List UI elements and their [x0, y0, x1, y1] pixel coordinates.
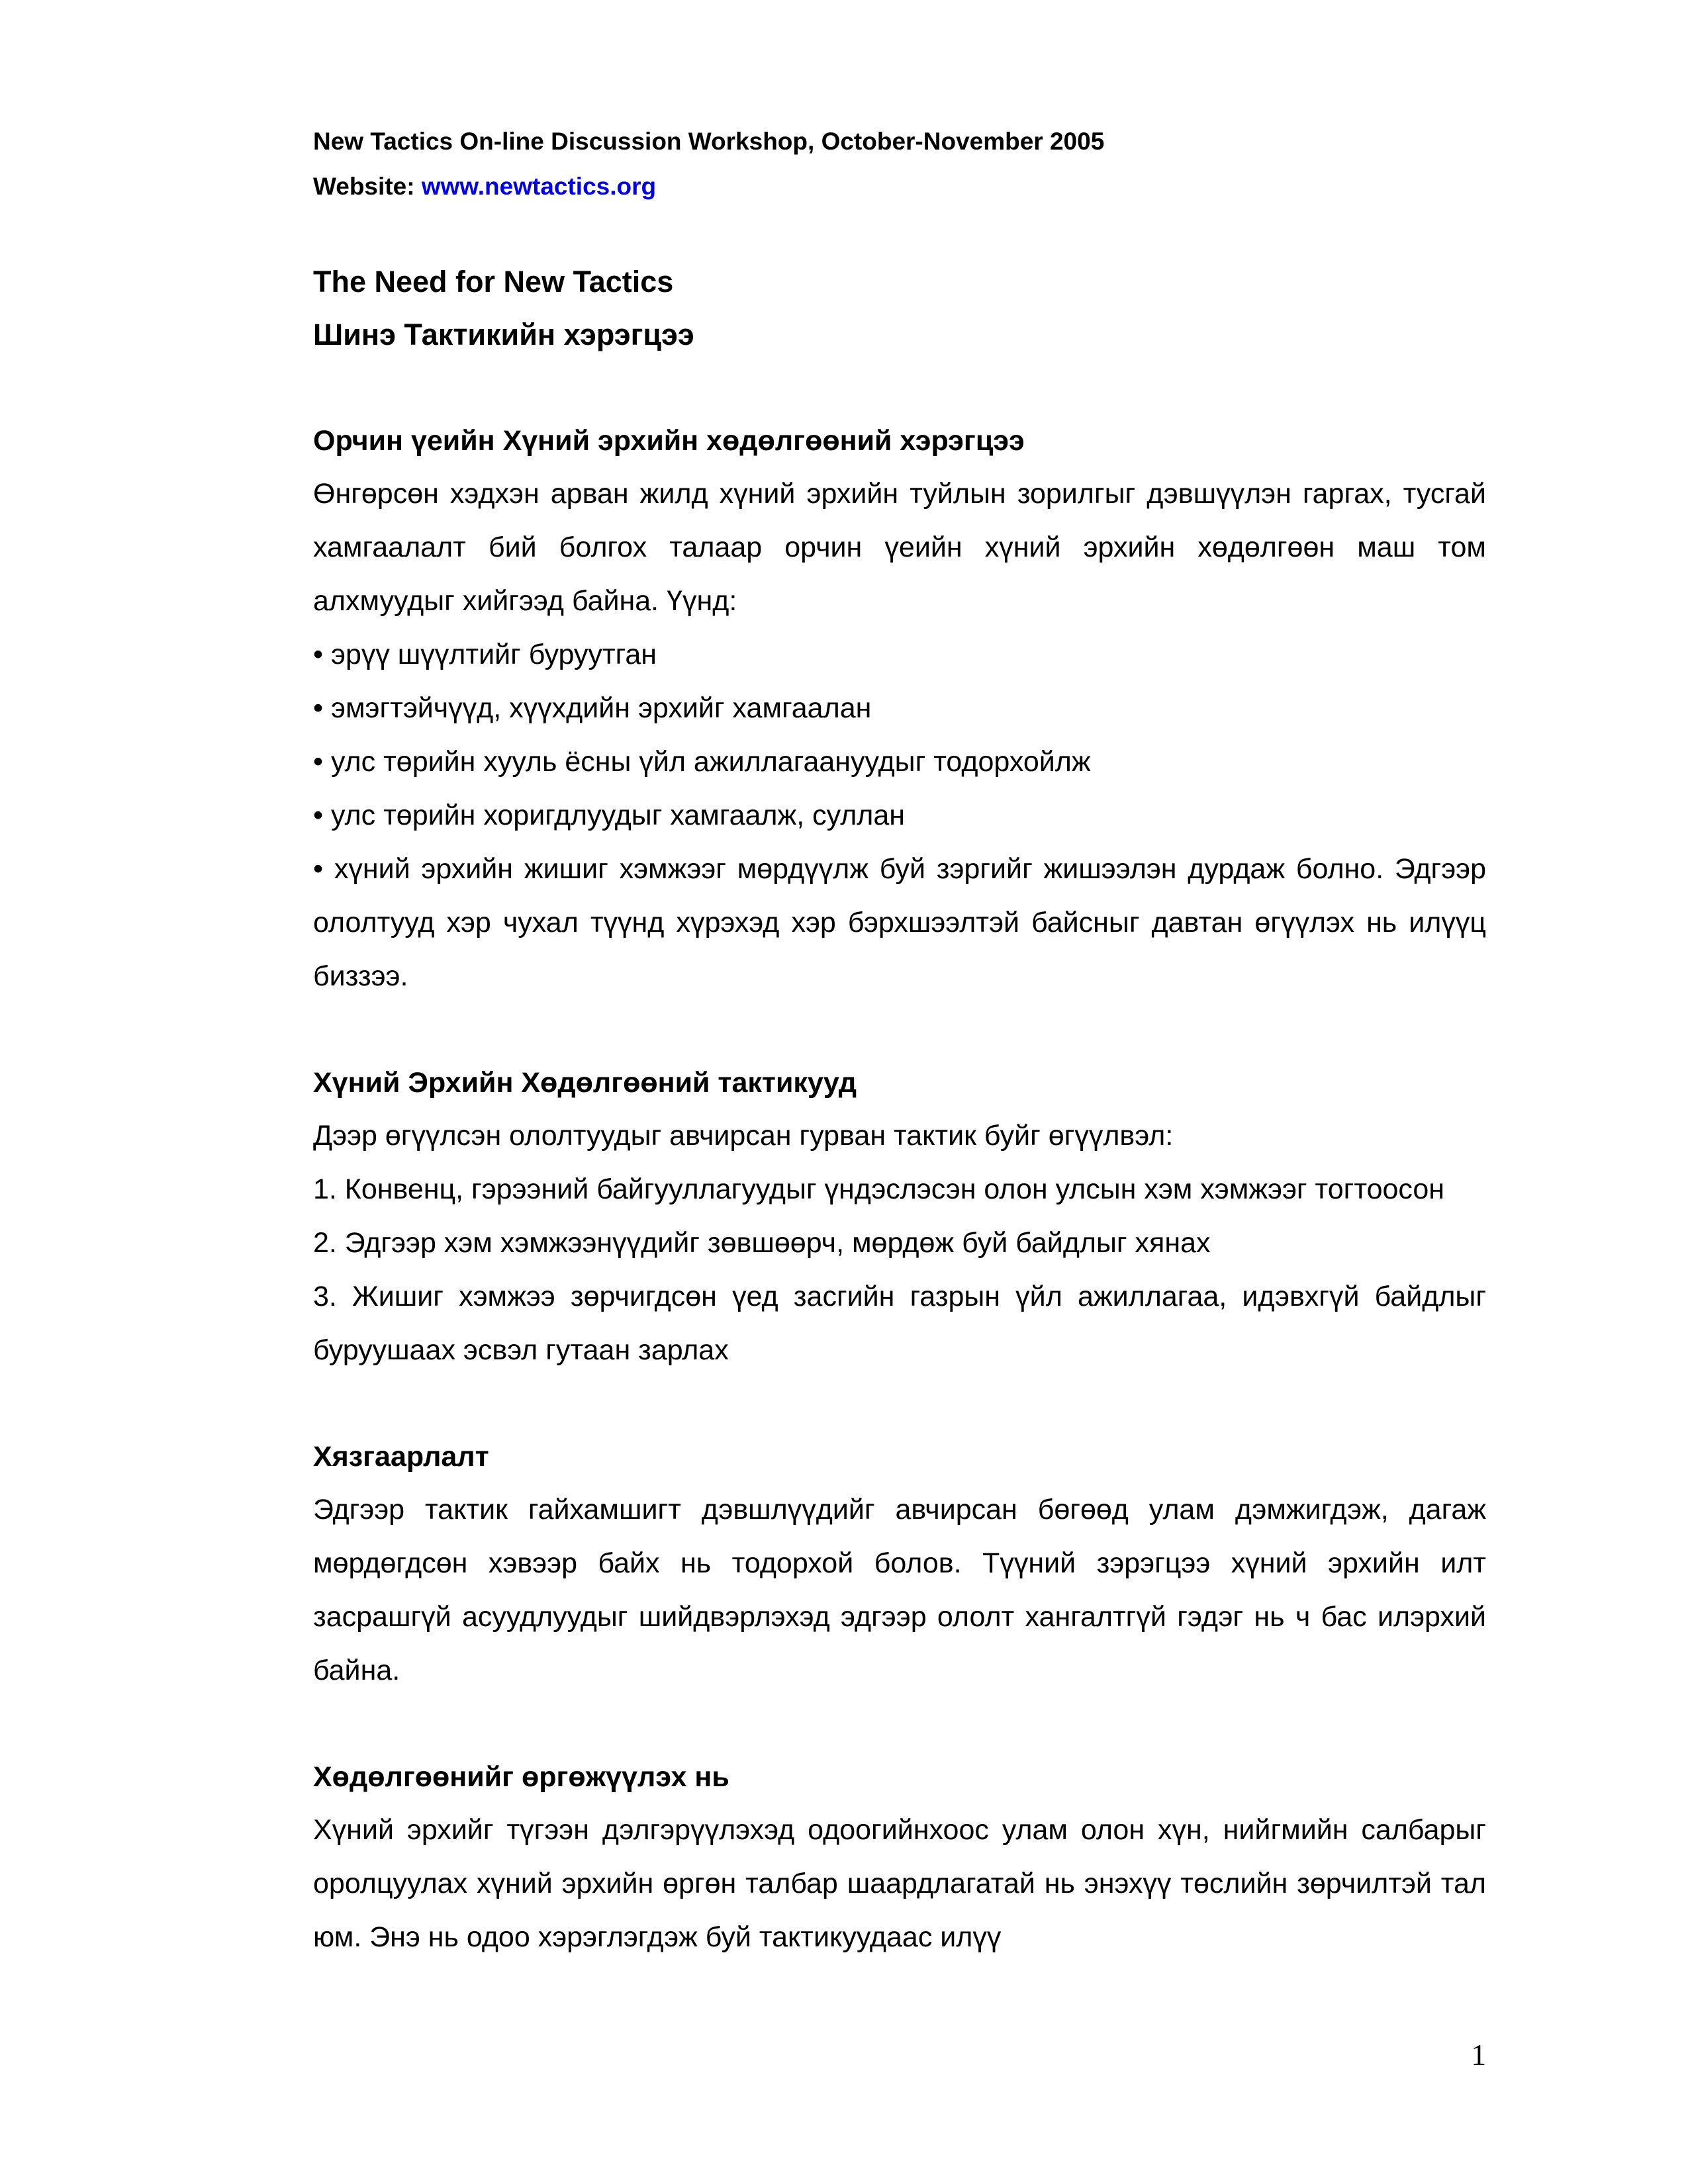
list-item: 2. Эдгээр хэм хэмжээнүүдийг зөвшөөрч, мөрдөж буй байдлыг хянах — [313, 1227, 1211, 1259]
list-item: 1. Конвенц, гэрээний байгууллагуудыг үндэслэсэн олон улсын хэм хэмжээг тогтоосон — [313, 1173, 1445, 1205]
section-expanding-movement — [313, 1751, 1486, 1964]
section-modern-movement — [313, 414, 1486, 1003]
document-title-mongolian: Шинэ Тактикийн хэрэгцээ — [313, 318, 694, 351]
list-item: • улс төрийн хууль ёсны үйл ажиллагаануудыг тодорхойлж — [313, 746, 1091, 778]
website-link[interactable]: www.newtactics.org — [421, 173, 657, 200]
section-heading: Хүний Эрхийн Хөдөлгөөний тактикууд — [313, 1067, 857, 1099]
section-tactics — [313, 1056, 1486, 1377]
section-limitations — [313, 1430, 1486, 1698]
section-heading: Хязгаарлалт — [313, 1441, 489, 1473]
section-paragraph: Дээр өгүүлсэн ололтуудыг авчирсан гурван тактик буйг өгүүлвэл: — [313, 1120, 1174, 1152]
page-number: 1 — [1471, 2038, 1486, 2071]
list-item: • хүний эрхийн жишиг хэмжээг мөрдүүлж буй зэргийг жишээлэн дурдаж болно. Эдгээр ололтууд хэр чухал түүнд хүрэхэд хэр бэрхшээлтэй байсныг давтан өгүүлэх нь илүүц биззээ. — [313, 853, 1486, 992]
website-label: Website: — [313, 173, 422, 200]
section-heading: Хөдөлгөөнийг өргөжүүлэх нь — [313, 1761, 729, 1793]
section-paragraph: Эдгээр тактик гайхамшигт дэвшлүүдийг авчирсан бөгөөд улам дэмжигдэж, дагаж мөрдөгдсөн хэвээр байх нь тодорхой болов. Түүний зэрэгцээ хүний эрхийн илт засрашгүй асуудлуудыг шийдвэрлэхэд эдгээр ололт хангалтгүй гэдэг нь ч бас илэрхий байна. — [313, 1494, 1486, 1686]
page-content — [313, 119, 1486, 1964]
title-block — [313, 255, 1486, 361]
list-item: • эрүү шүүлтийг буруутган — [313, 639, 657, 670]
workshop-header: New Tactics On-line Discussion Workshop, October-November 2005 — [313, 128, 1105, 155]
website-line — [313, 164, 1486, 209]
list-item: • улс төрийн хоригдлуудыг хамгаалж, суллан — [313, 799, 906, 831]
section-heading: Орчин үеийн Хүний эрхийн хөдөлгөөний хэрэгцээ — [313, 425, 1025, 457]
section-paragraph: Хүний эрхийг түгээн дэлгэрүүлэхэд одоогийнхоос улам олон хүн, нийгмийн салбарыг оролцуулах хүний эрхийн өргөн талбар шаардлагатай нь энэхүү төслийн зөрчилтэй тал юм. Энэ нь одоо хэрэглэгдэж буй тактикуудаас илүү — [313, 1814, 1486, 1953]
list-item: 3. Жишиг хэмжээ зөрчигдсөн үед засгийн газрын үйл ажиллагаа, идэвхгүй байдлыг буруушаах эсвэл гутаан зарлах — [313, 1281, 1486, 1366]
tactics-list — [313, 1163, 1486, 1377]
document-title-english: The Need for New Tactics — [313, 265, 674, 298]
list-item: • эмэгтэйчүүд, хүүхдийн эрхийг хамгаалан — [313, 692, 872, 724]
achievement-list — [313, 628, 1486, 1003]
section-paragraph: Өнгөрсөн хэдхэн арван жилд хүний эрхийн туйлын зорилгыг дэвшүүлэн гаргах, тусгай хамгаалалт бий болгох талаар орчин үеийн хүний эрхийн хөдөлгөөн маш том алхмуудыг хийгээд байна. Үүнд: — [313, 478, 1486, 617]
